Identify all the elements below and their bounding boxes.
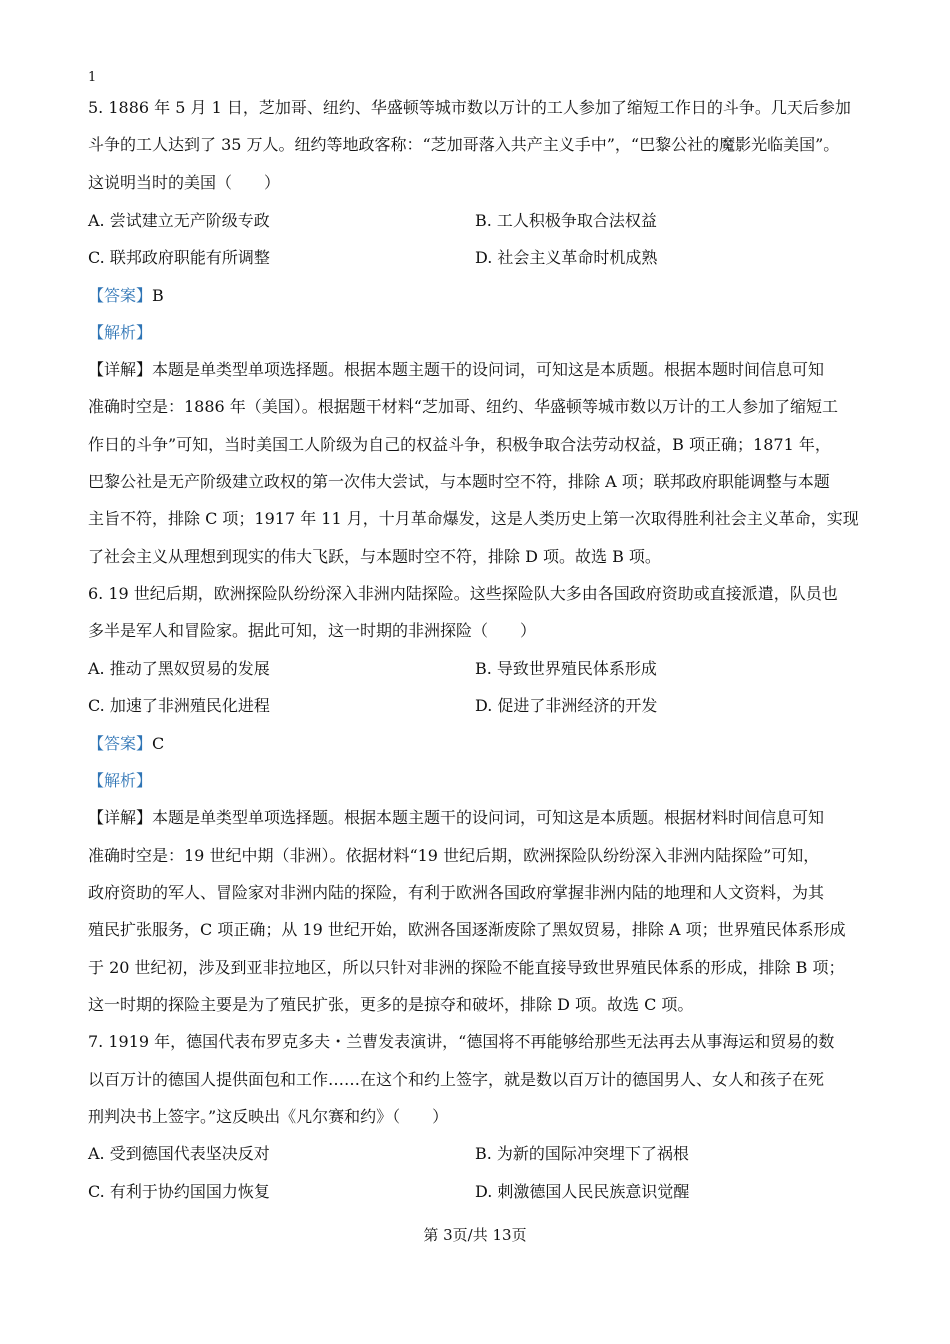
q6-option-d: D. 促进了非洲经济的开发	[475, 696, 658, 715]
detail-text: 本题是单类型单项选择题。根据本题主题干的设问词，可知这是本质题。根据本题时间信息可知	[152, 360, 825, 379]
q7-option-b: B. 为新的国际冲突埋下了祸根	[475, 1144, 689, 1163]
q5-detail-line-2: 准确时空是：1886 年（美国）。根据题干材料“芝加哥、纽约、华盛顿等城市数以万计的工人参加了缩短工	[88, 397, 838, 416]
answer-tag: 【答案】	[88, 286, 153, 305]
q7-stem-line-1: 7. 1919 年，德国代表布罗克多夫・兰曹发表演讲，“德国将不再能够给那些无法再去从事海运和贸易的数	[88, 1032, 835, 1051]
q5-option-d: D. 社会主义革命时机成熟	[475, 248, 658, 267]
q5-stem-line-2: 斗争的工人达到了 35 万人。纽约等地政客称：“芝加哥落入共产主义手中”，“巴黎公社的魔影光临美国”。	[88, 135, 840, 154]
q6-detail-line-1	[88, 807, 824, 829]
q5-answer	[88, 285, 164, 307]
q6-detail-line-3: 政府资助的军人、冒险家对非洲内陆的探险，有利于欧洲各国政府掌握非洲内陆的地理和人文资料，为其	[88, 883, 825, 902]
q6-option-b: B. 导致世界殖民体系形成	[475, 659, 657, 678]
q6-answer	[88, 733, 164, 755]
q6-detail-line-4: 殖民扩张服务，C 项正确；从 19 世纪开始，欧洲各国逐渐废除了黑奴贸易，排除 A 项；世界殖民体系形成	[88, 920, 846, 939]
detail-tag: 【详解】	[88, 360, 153, 379]
q5-option-b: B. 工人积极争取合法权益	[475, 211, 657, 230]
q5-stem-line-3: 这说明当时的美国（ ）	[88, 173, 281, 192]
q5-detail-line-6: 了社会主义从理想到现实的伟大飞跃，与本题时空不符，排除 D 项。故选 B 项。	[88, 547, 661, 566]
q5-detail-line-3: 作日的斗争”可知，当时美国工人阶级为自己的权益斗争，积极争取合法劳动权益，B 项正确；1871 年，	[88, 435, 831, 454]
q5-detail-line-1	[88, 359, 824, 381]
q5-detail-line-4: 巴黎公社是无产阶级建立政权的第一次伟大尝试，与本题时空不符，排除 A 项；联邦政府职能调整与本题	[88, 472, 830, 491]
q6-stem-line-2: 多半是军人和冒险家。据此可知，这一时期的非洲探险（ ）	[88, 621, 537, 640]
q7-option-c: C. 有利于协约国国力恢复	[88, 1182, 270, 1201]
q5-option-c: C. 联邦政府职能有所调整	[88, 248, 270, 267]
page-footer: 第 3页/共 13页	[423, 1226, 527, 1244]
q5-stem-line-1: 5. 1886 年 5 月 1 日，芝加哥、纽约、华盛顿等城市数以万计的工人参加了缩短工作日的斗争。几天后参加	[88, 98, 851, 117]
page-marker: 1	[88, 70, 97, 85]
q6-detail-line-2: 准确时空是：19 世纪中期（非洲）。依据材料“19 世纪后期，欧洲探险队纷纷深入非洲内陆探险”可知，	[88, 846, 820, 865]
detail-text: 本题是单类型单项选择题。根据本题主题干的设问词，可知这是本质题。根据材料时间信息可知	[152, 808, 825, 827]
q5-option-a: A. 尝试建立无产阶级专政	[88, 211, 270, 230]
q6-analysis-tag: 【解析】	[88, 771, 153, 790]
q7-option-a: A. 受到德国代表坚决反对	[88, 1144, 270, 1163]
q5-detail-line-5: 主旨不符，排除 C 项；1917 年 11 月，十月革命爆发，这是人类历史上第一次取得胜利社会主义革命，实现	[88, 509, 859, 528]
q6-detail-line-6: 这一时期的探险主要是为了殖民扩张，更多的是掠夺和破坏，排除 D 项。故选 C 项。	[88, 995, 694, 1014]
q6-option-a: A. 推动了黑奴贸易的发展	[88, 659, 270, 678]
detail-tag: 【详解】	[88, 808, 153, 827]
answer-tag: 【答案】	[88, 734, 153, 753]
q6-stem-line-1: 6. 19 世纪后期，欧洲探险队纷纷深入非洲内陆探险。这些探险队大多由各国政府资助或直接派遣，队员也	[88, 584, 838, 603]
q5-analysis-tag: 【解析】	[88, 323, 153, 342]
q7-stem-line-3: 刑判决书上签字。”这反映出《凡尔赛和约》（ ）	[88, 1107, 449, 1126]
answer-value: B	[152, 286, 164, 305]
q7-stem-line-2: 以百万计的德国人提供面包和工作……在这个和约上签字，就是数以百万计的德国男人、女人和孩子在死	[88, 1070, 825, 1089]
q6-option-c: C. 加速了非洲殖民化进程	[88, 696, 270, 715]
answer-value: C	[152, 734, 165, 753]
q7-option-d: D. 刺激德国人民民族意识觉醒	[475, 1182, 690, 1201]
q6-detail-line-5: 于 20 世纪初，涉及到亚非拉地区，所以只针对非洲的探险不能直接导致世界殖民体系的形成，排除 B 项；	[88, 958, 845, 977]
